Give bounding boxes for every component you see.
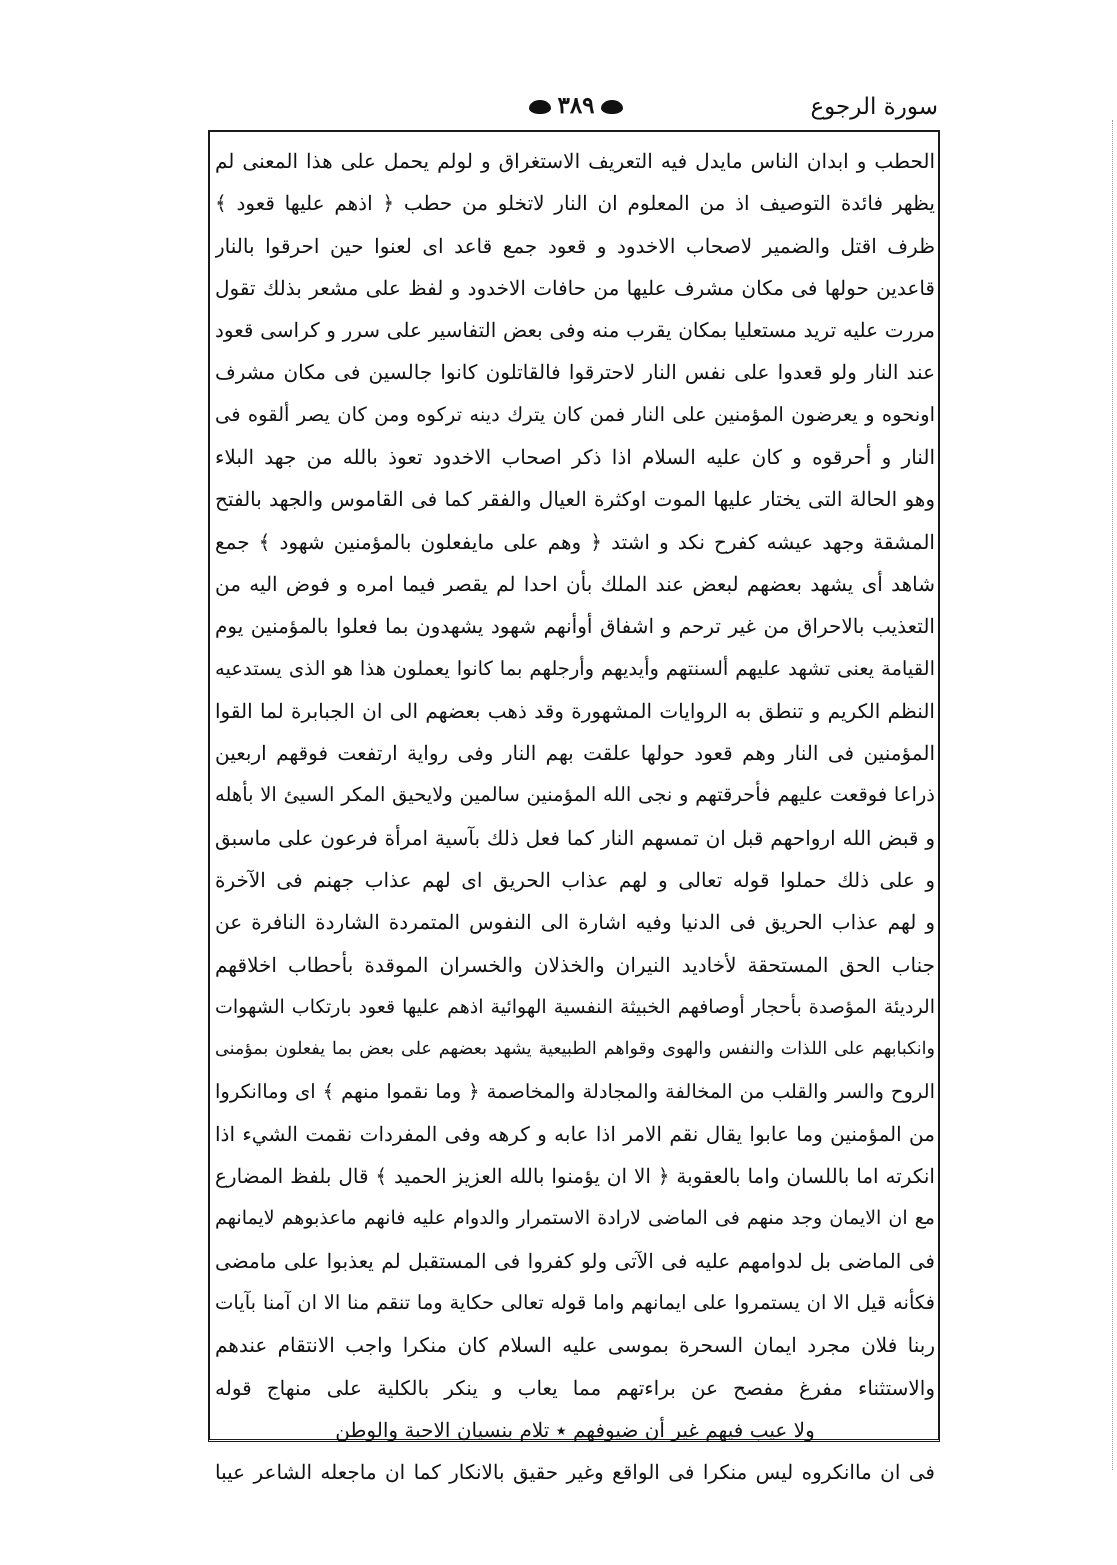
text-line: ذراعا فوقعت عليهم فأحرقتهم و نجى الله المؤمنين سالمين ولايحيق المكر السيئ الا بأهله	[215, 783, 935, 807]
poetry-verse: ولا عيب فيهم غير أن ضيوفهم ٭ تلام بنسيان الاحبة والوطن	[335, 1417, 815, 1442]
text-line: الحطب و ابدان الناس مايدل فيه التعريف الاستغراق و لولم يحمل على هذا المعنى لم	[215, 149, 935, 173]
text-line: اونحوه و يعرضون المؤمنين على النار فمن كان يترك دينه تركوه ومن كان يصر ألقوه فى	[215, 402, 935, 426]
text-line: النظم الكريم و تنطق به الروايات المشهورة وقد ذهب بعضهم الى ان الجبابرة لما القوا	[215, 698, 935, 723]
text-line: يظهر فائدة التوصيف اذ من المعلوم ان النار لاتخلو من حطب ﴿ اذهم عليها قعود ﴾	[215, 191, 935, 216]
page-header	[200, 92, 946, 126]
text-line: التعذيب بالاحراق من غير ترحم و اشفاق أوأنهم شهود يشهدون بما فعلوا بالمؤمنين يوم	[215, 614, 935, 639]
page-number	[506, 92, 646, 119]
text-line: و على ذلك حملوا قوله تعالى و لهم عذاب الحريق اى لهم عذاب جهنم فى الآخرة	[215, 868, 935, 893]
text-line: الروح والسر والقلب من المخالفة والمجادلة والمخاصمة ﴿ وما نقموا منهم ﴾ اى وماانكروا	[215, 1079, 935, 1103]
sura-title: سورة الرجوع	[810, 94, 938, 120]
text-line: جناب الحق المستحقة لأخاديد النيران والخذلان والخسران الموقدة بأحطاب اخلاقهم	[215, 952, 935, 977]
ornament-icon	[601, 100, 623, 114]
text-line: شاهد أى يشهد بعضهم لبعض عند الملك بأن احدا لم يقصر فيما امره و فوض اليه من	[215, 571, 935, 596]
text-line: مع ان الايمان وجد منهم فى الماضى لارادة الاستمرار والدوام عليه فانهم ماعذبوهم لايمانهم	[215, 1207, 935, 1230]
text-line: و لهم عذاب الحريق فى الدنيا وفيه اشارة الى النفوس المتمردة الشاردة النافرة عن	[215, 910, 935, 935]
body-text	[215, 140, 935, 1494]
text-line: و قبض الله ارواحهم قبل ان تمسهم النار كما فعل ذلك بآسية امرأة فرعون على ماسبق	[215, 825, 935, 850]
text-line: الرديئة المؤصدة بأحجار أوصافهم الخبيثة النفسية الهوائية اذهم عليها قعود بارتكاب الشهوات	[215, 995, 935, 1018]
text-line: ربنا فلان مجرد ايمان السحرة بموسى عليه السلام كان منكرا واجب الانتقام عندهم	[215, 1333, 935, 1358]
text-line: عند النار ولو قعدوا على نفس النار لاحترقوا فالقاتلون كانوا جالسين فى مكان مشرف	[215, 360, 935, 385]
text-line: فكأنه قيل الا ان يستمروا على ايمانهم واما قوله تعالى حكاية وما تنقم منا الا ان آمنا بآيات	[215, 1291, 935, 1315]
page-number-text: ٣٨٩	[557, 92, 595, 119]
text-line: من المؤمنين وما عابوا يقال نقم الامر اذا عابه و كرهه وفى المفردات نقمت الشيء اذا	[215, 1121, 935, 1146]
text-line: وهو الحالة التى يختار عليها الموت اوكثرة العيال والفقر كما فى القاموس والجهد بالفتح	[215, 487, 935, 512]
text-line: فى الماضى بل لدوامهم عليه فى الآتى ولو كفروا فى المستقبل لم يعذبوا على مامضى	[215, 1248, 935, 1273]
text-line: ظرف اقتل والضمير لاصحاب الاخدود و قعود جمع قاعد اى لعنوا حين احرقوا بالنار	[215, 233, 935, 258]
text-line: انكرته اما باللسان واما بالعقوبة ﴿ الا ان يؤمنوا بالله العزيز الحميد ﴾ قال بلفظ المضارع	[215, 1164, 935, 1189]
text-line: النار و أحرقوه و كان عليه السلام اذا ذكر اصحاب الاخدود تعوذ بالله من جهد البلاء	[215, 445, 935, 470]
text-line: والاستثناء مفرغ مفصح عن براءتهم مما يعاب و ينكر بالكلية على منهاج قوله	[215, 1375, 935, 1400]
text-line: المشقة وجهد عيشه كفرح نكد و اشتد ﴿ وهم على مايفعلون بالمؤمنين شهود ﴾ جمع	[215, 529, 935, 554]
page-edge	[1112, 120, 1117, 1470]
text-line: المؤمنين فى النار وهم قعود حولها علقت بهم النار وفى رواية ارتفعت فوقهم اربعين	[215, 741, 935, 766]
text-line: فى ان ماانكروه ليس منكرا فى الواقع وغير حقيق بالانكار كما ان ماجعله الشاعر عيبا	[215, 1460, 935, 1485]
text-line: مررت عليه تريد مستعليا بمكان يقرب منه وفى بعض التفاسير على سرر و كراسى قعود	[215, 318, 935, 343]
ornament-icon	[529, 100, 551, 114]
text-line: وانكبابهم على اللذات والنفس والهوى وقواهم الطبيعية يشهد بعضهم على بعض بما يفعلون بمؤمنى	[215, 1039, 935, 1060]
text-line: القيامة يعنى تشهد عليهم ألسنتهم وأيديهم وأرجلهم بما كانوا يعملون هذا هو الذى يستدعيه	[215, 656, 935, 680]
text-line: قاعدين حولها فى مكان مشرف عليها من حافات الاخدود و لفظ على مشعر بذلك تقول	[215, 275, 935, 300]
